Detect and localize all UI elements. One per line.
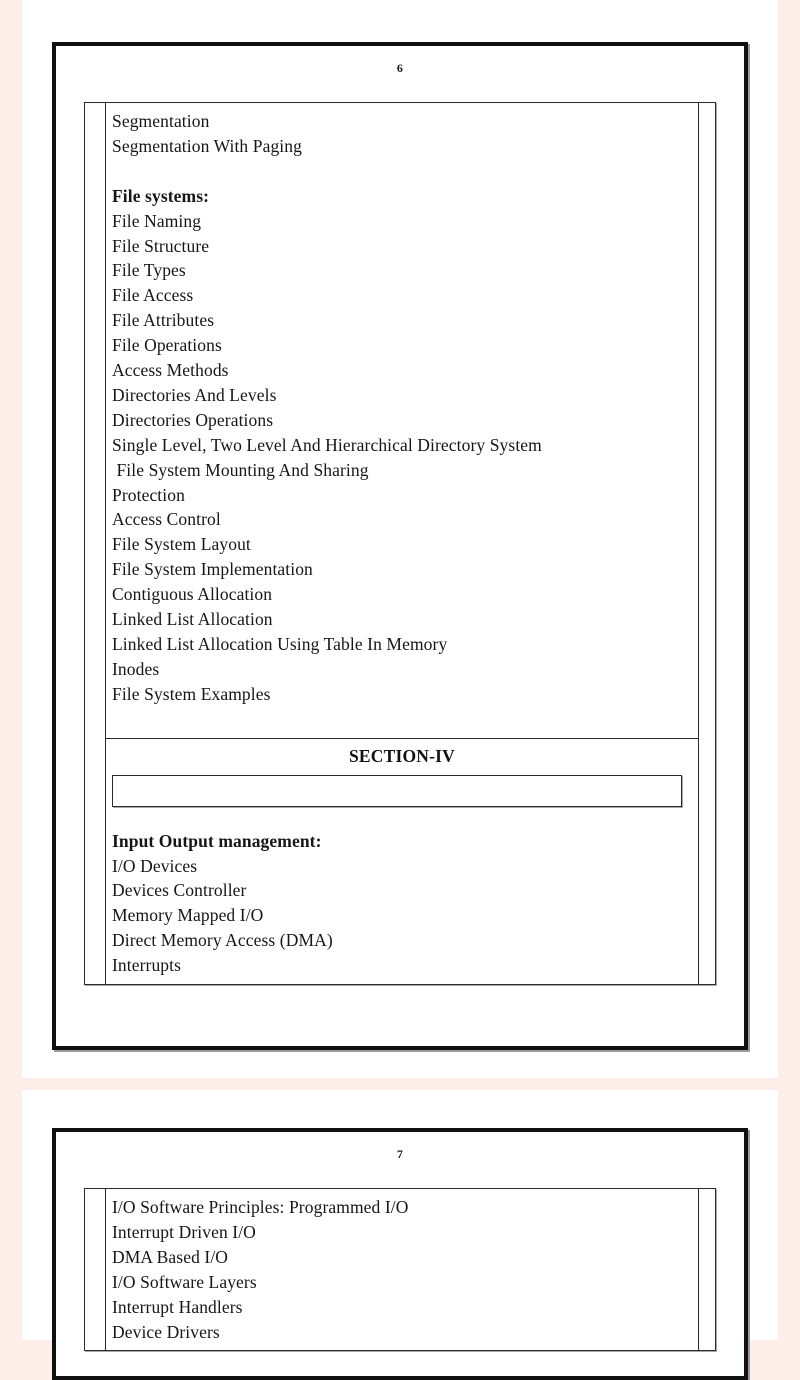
topic-list-block xyxy=(106,829,698,984)
topic-line: Segmentation With Paging xyxy=(112,135,302,156)
topic-line: Directories And Levels xyxy=(112,384,277,405)
section-table xyxy=(84,738,716,985)
topic-line: Memory Mapped I/O xyxy=(112,905,264,926)
topic-line: I/O Software Layers xyxy=(112,1271,257,1292)
scanned-page-7 xyxy=(22,1090,778,1340)
topic-line: Interrupt Handlers xyxy=(112,1296,243,1317)
topic-line: Devices Controller xyxy=(112,880,247,901)
topic-line: Access Methods xyxy=(112,360,229,381)
inter-page-gap xyxy=(0,1078,800,1090)
section-heading: SECTION-IV xyxy=(348,745,456,766)
topic-line: File System Examples xyxy=(112,683,271,704)
topic-line: Directories Operations xyxy=(112,409,274,430)
topic-line: File Structure xyxy=(112,235,210,256)
topic-line: File System Mounting And Sharing xyxy=(112,459,369,480)
empty-content-box xyxy=(112,775,682,807)
topic-line: Direct Memory Access (DMA) xyxy=(112,930,333,951)
page-number-folio: 6 xyxy=(396,61,404,75)
topic-line: Single Level, Two Level And Hierarchical Directory System xyxy=(112,434,542,455)
topic-line: Interrupt Driven I/O xyxy=(112,1221,256,1242)
table-right-gutter-column xyxy=(698,103,715,738)
section-spacer xyxy=(106,807,698,829)
topic-line: I/O Devices xyxy=(112,855,198,876)
topic-line: Linked List Allocation xyxy=(112,609,273,630)
topic-line: Device Drivers xyxy=(112,1321,220,1342)
syllabus-table xyxy=(84,1188,716,1351)
topic-list-block xyxy=(106,103,698,738)
section-main-column xyxy=(106,738,698,984)
topic-line: File System Implementation xyxy=(112,559,313,580)
topic-line: Protection xyxy=(112,484,185,505)
topic-line: File Operations xyxy=(112,335,222,356)
topic-group-heading: Input Output management: xyxy=(112,830,322,851)
topic-line: File System Layout xyxy=(112,534,251,555)
page-number-folio: 7 xyxy=(396,1147,404,1161)
topic-line: Linked List Allocation Using Table In Memory xyxy=(112,634,448,655)
topic-line: I/O Software Principles: Programmed I/O xyxy=(112,1197,409,1217)
topic-line: Access Control xyxy=(112,509,221,530)
syllabus-table xyxy=(84,102,716,739)
section-left-gutter-column xyxy=(85,738,106,984)
table-main-column xyxy=(106,1189,698,1350)
table-left-gutter-column xyxy=(85,1189,106,1350)
section-right-gutter-column xyxy=(698,738,715,984)
topic-line: File Naming xyxy=(112,210,202,231)
table-left-gutter-column xyxy=(85,103,106,738)
topic-line: File Types xyxy=(112,260,186,281)
page-border-frame xyxy=(52,1128,748,1380)
topic-line: Interrupts xyxy=(112,955,182,976)
topic-line: File Attributes xyxy=(112,310,215,331)
topic-line-blank xyxy=(112,707,698,732)
section-divider-row xyxy=(106,738,698,829)
topic-line: Inodes xyxy=(112,658,160,679)
table-main-column xyxy=(106,103,698,738)
topic-line: File Access xyxy=(112,285,194,306)
topic-line-blank xyxy=(112,159,698,184)
page-border-frame xyxy=(52,42,748,1050)
topic-line: DMA Based I/O xyxy=(112,1246,229,1267)
scanned-page-6 xyxy=(22,0,778,1078)
topic-line: Contiguous Allocation xyxy=(112,584,273,605)
topic-line: Segmentation xyxy=(112,111,210,131)
table-right-gutter-column xyxy=(698,1189,715,1350)
topic-list-block xyxy=(106,1189,698,1350)
topic-group-heading: File systems: xyxy=(112,185,210,206)
